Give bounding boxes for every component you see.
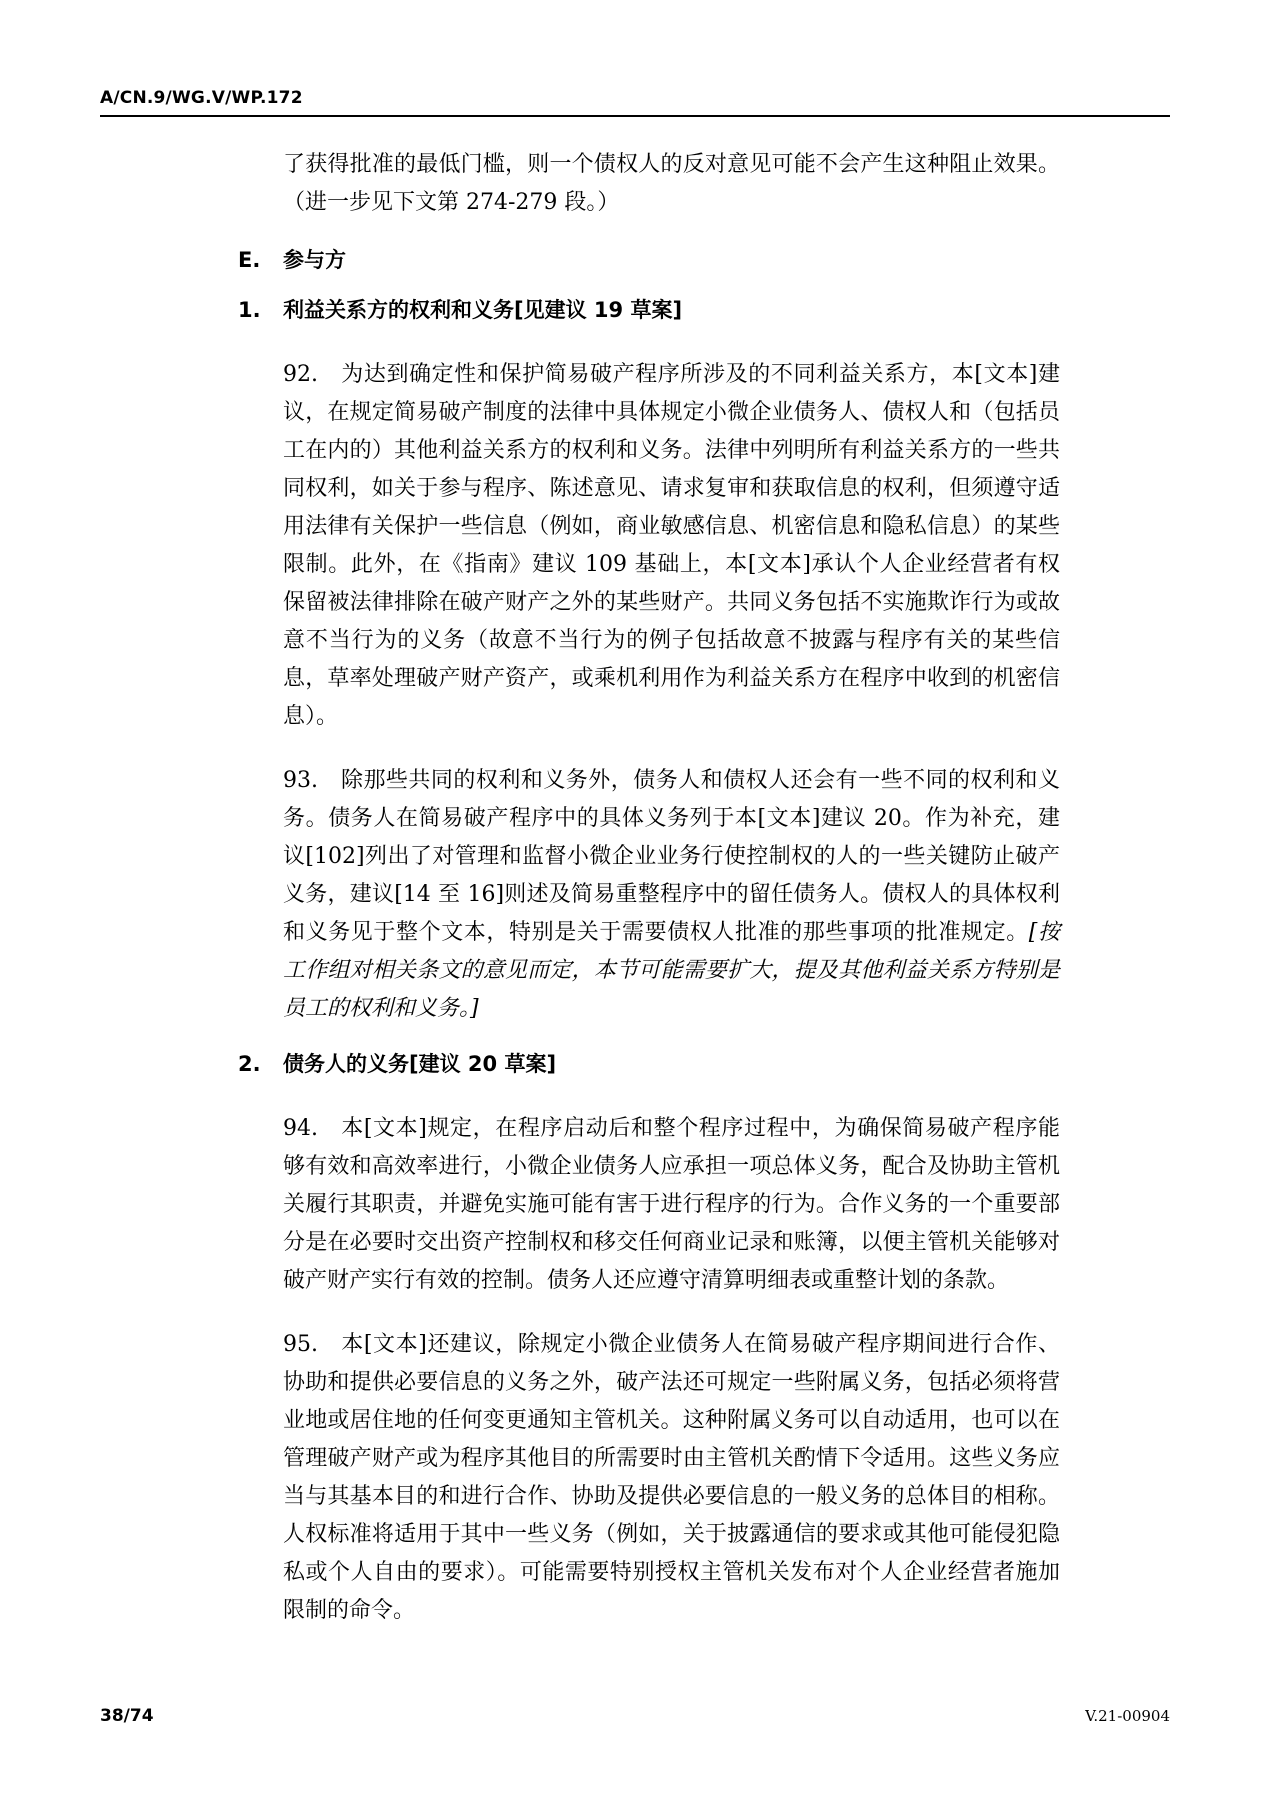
document-footer <box>100 1706 1170 1726</box>
text-run: 93. 除那些共同的权利和义务外，债务人和债权人还会有一些不同的权利和义务。债务人在简易破产程序中的具体义务列于本[文本]建议 20。作为补充，建议[102]列出了对管理和监督小微企业业务行使控制权的人的一些关键防止破产义务，建议[14 至 16]则述及简易重整程序中的留任债务人。债权人的具体权利和义务见于整个文本，特别是关于需要债权人批准的那些事项的批准规定。 <box>283 768 1060 945</box>
heading-label: E. <box>238 248 261 272</box>
header-rule <box>100 115 1170 117</box>
heading-title: 债务人的义务[建议 20 草案] <box>283 1052 557 1076</box>
drafting-note-text-run: [按工作组对相关条文的意见而定，本节可能需要扩大，提及其他利益关系方特别是员工的权利和义务。] <box>283 920 1060 1021</box>
paragraph <box>283 146 1060 222</box>
paragraph <box>283 356 1060 736</box>
subsection-heading <box>238 1050 1060 1078</box>
document-job-number: V.21-00904 <box>1085 1707 1170 1725</box>
text-run: 95. 本[文本]还建议，除规定小微企业债务人在简易破产程序期间进行合作、协助和提供必要信息的义务之外，破产法还可规定一些附属义务，包括必须将营业地或居住地的任何变更通知主管机关。这种附属义务可以自动适用，也可以在管理破产财产或为程序其他目的所需要时由主管机关酌情下令适用。这些义务应当与其基本目的和进行合作、协助及提供必要信息的一般义务的总体目的相称。人权标准将适用于其中一些义务（例如，关于披露通信的要求或其他可能侵犯隐私或个人自由的要求）。可能需要特别授权主管机关发布对个人企业经营者施加限制的命令。 <box>283 1332 1060 1623</box>
heading-label: 2. <box>238 1052 261 1076</box>
paragraph <box>283 762 1060 1028</box>
heading-title: 利益关系方的权利和义务[见建议 19 草案] <box>283 298 683 322</box>
text-run: 了获得批准的最低门槛，则一个债权人的反对意见可能不会产生这种阻止效果。（进一步见下文第 274-279 段。） <box>283 152 1060 215</box>
heading-label: 1. <box>238 298 261 322</box>
paragraph <box>283 1110 1060 1300</box>
heading-title: 参与方 <box>283 248 346 272</box>
subsection-heading <box>238 296 1060 324</box>
document-symbol: A/CN.9/WG.V/WP.172 <box>100 88 303 108</box>
page-number: 38/74 <box>100 1706 154 1726</box>
document-body <box>238 146 1060 1630</box>
text-run: 94. 本[文本]规定，在程序启动后和整个程序过程中，为确保简易破产程序能够有效和高效率进行，小微企业债务人应承担一项总体义务，配合及协助主管机关履行其职责，并避免实施可能有害于进行程序的行为。合作义务的一个重要部分是在必要时交出资产控制权和移交任何商业记录和账簿，以便主管机关能够对破产财产实行有效的控制。债务人还应遵守清算明细表或重整计划的条款。 <box>283 1116 1060 1293</box>
document-header <box>100 88 1170 117</box>
paragraph <box>283 1326 1060 1630</box>
text-run: 92. 为达到确定性和保护简易破产程序所涉及的不同利益关系方，本[文本]建议，在规定简易破产制度的法律中具体规定小微企业债务人、债权人和（包括员工在内的）其他利益关系方的权利和义务。法律中列明所有利益关系方的一些共同权利，如关于参与程序、陈述意见、请求复审和获取信息的权利，但须遵守适用法律有关保护一些信息（例如，商业敏感信息、机密信息和隐私信息）的某些限制。此外，在《指南》建议 109 基础上，本[文本]承认个人企业经营者有权保留被法律排除在破产财产之外的某些财产。共同义务包括不实施欺诈行为或故意不当行为的义务（故意不当行为的例子包括故意不披露与程序有关的某些信息，草率处理破产财产资产，或乘机利用作为利益关系方在程序中收到的机密信息）。 <box>283 362 1060 729</box>
section-heading <box>238 246 1060 274</box>
